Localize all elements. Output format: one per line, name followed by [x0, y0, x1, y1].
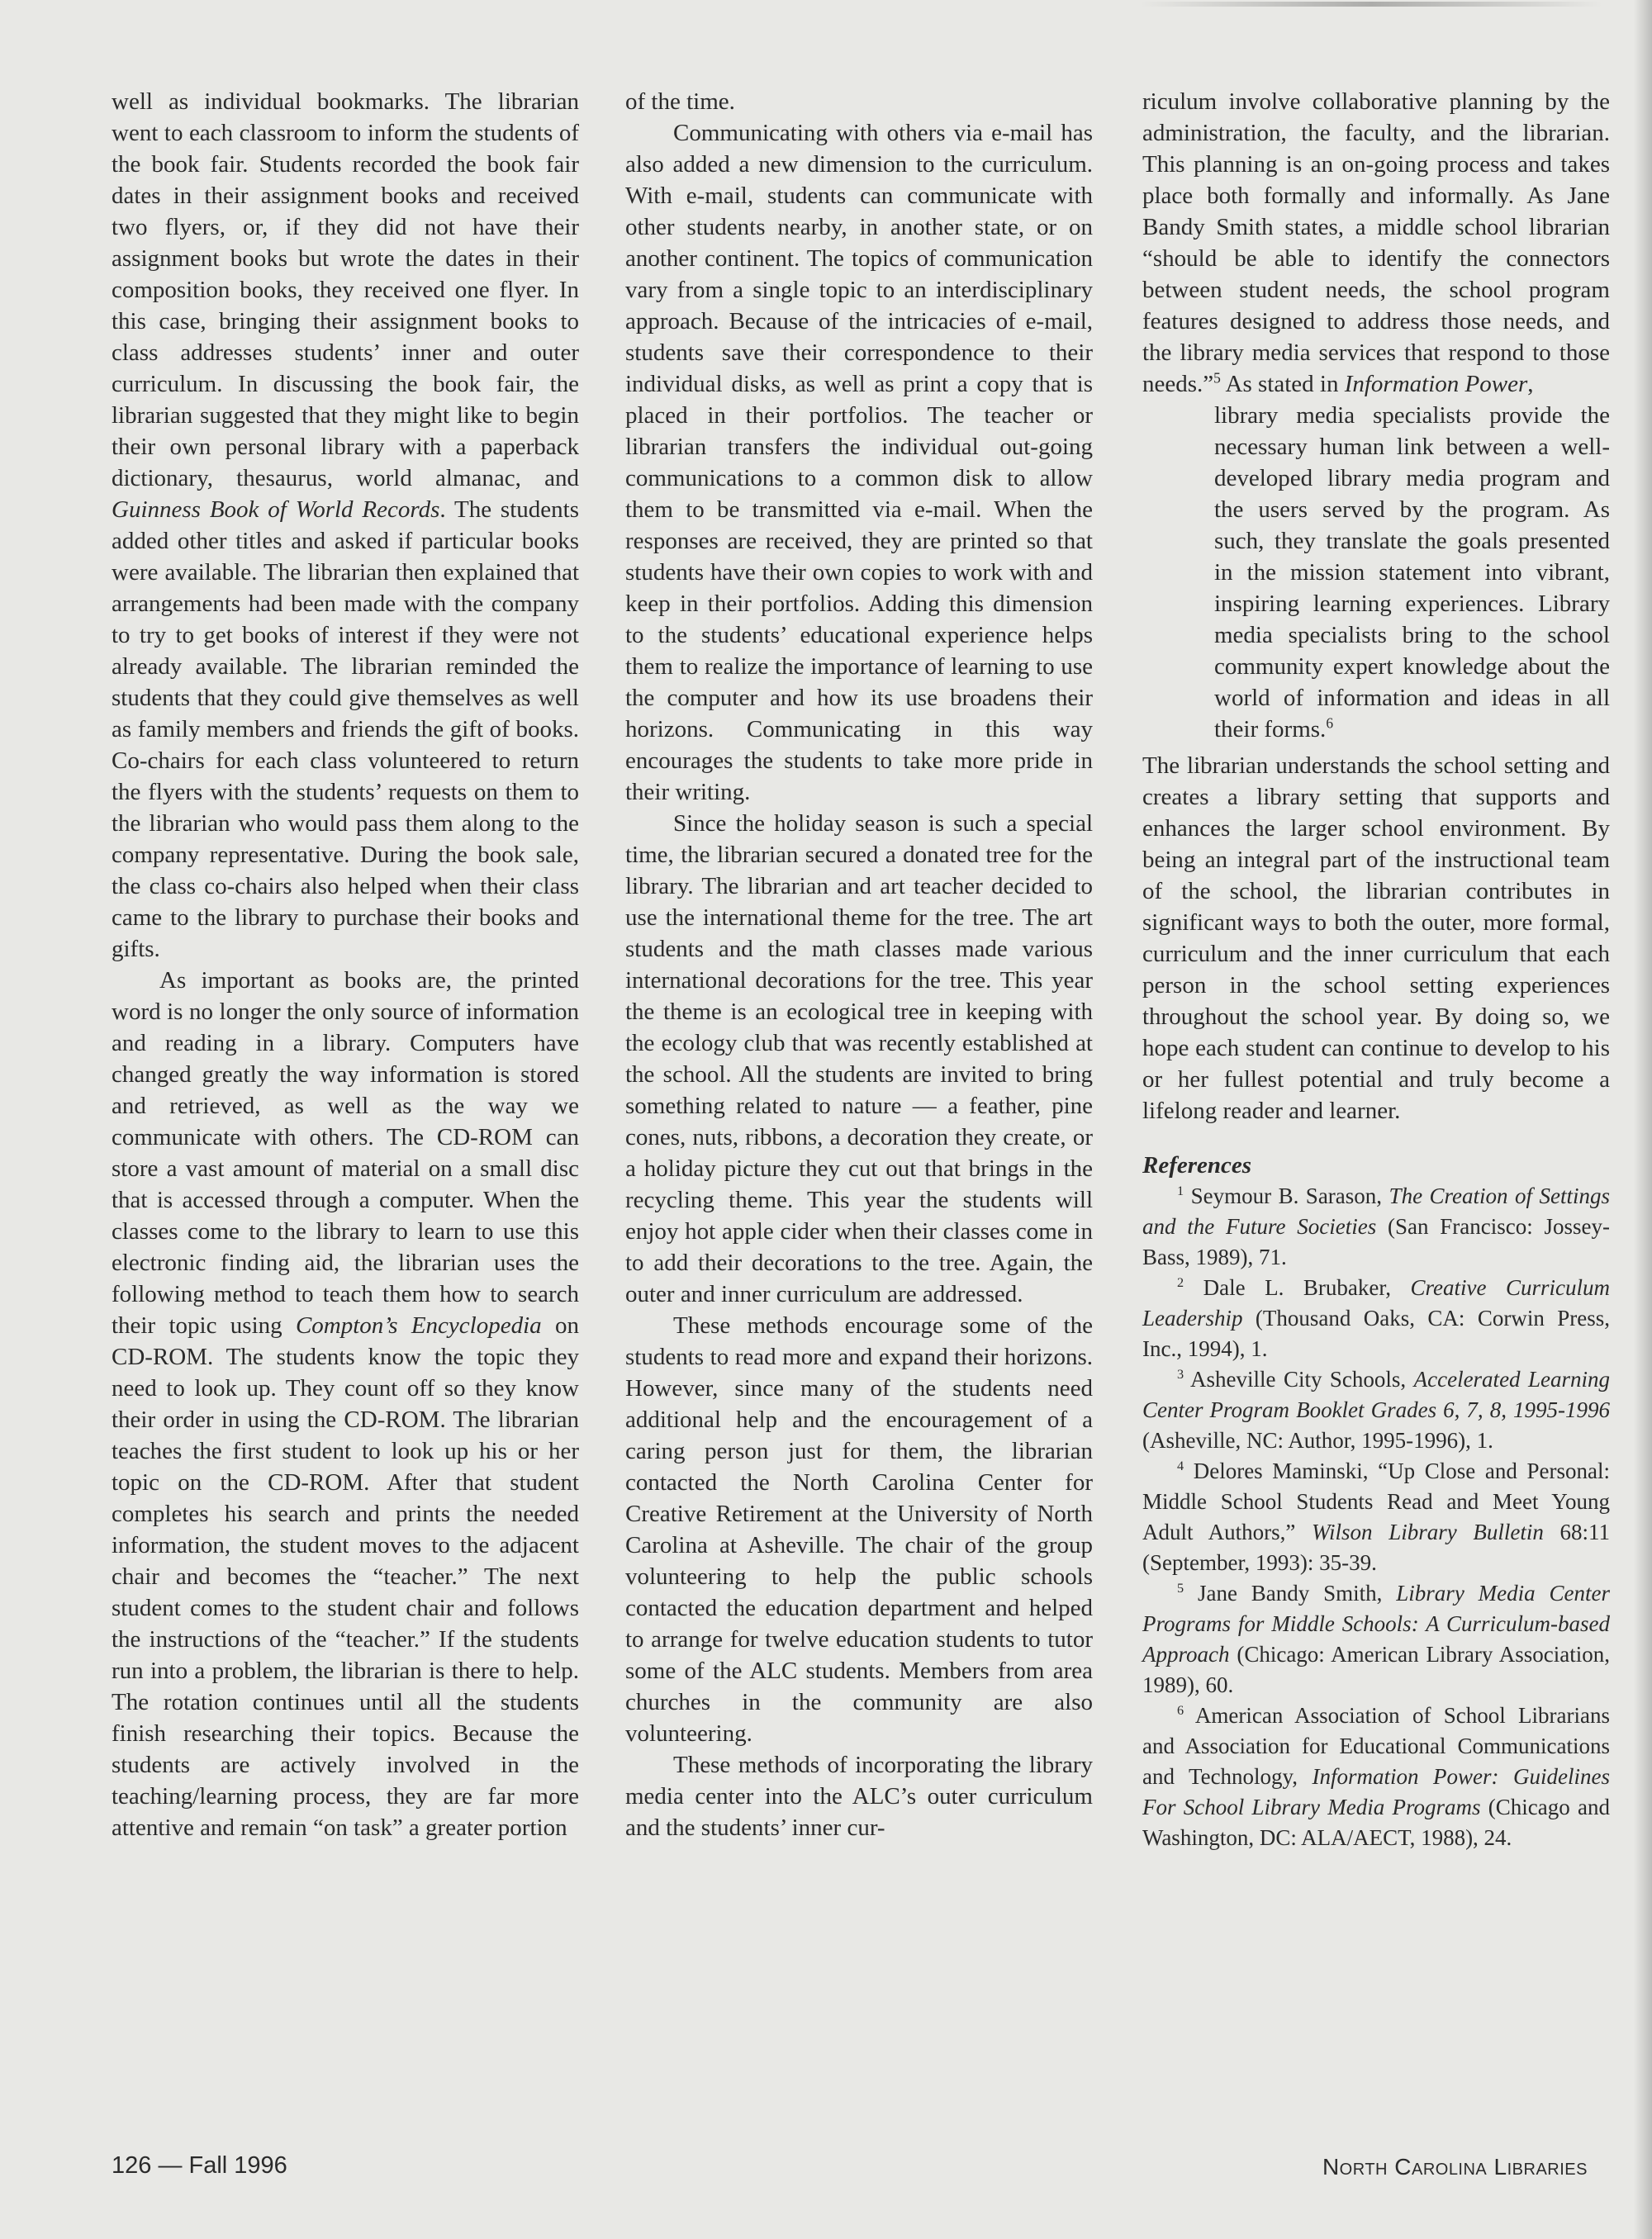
references-heading: References — [1142, 1152, 1252, 1179]
paragraph — [1142, 750, 1610, 1127]
publication-name: North Carolina Libraries — [1322, 2154, 1588, 2180]
italic-title: Guinness Book of World Records — [112, 496, 440, 523]
reference-item — [1142, 1364, 1610, 1456]
paragraph — [625, 1749, 1093, 1843]
paragraph — [625, 808, 1093, 1310]
italic-title: Information Power — [1344, 371, 1528, 397]
text-run: on CD-ROM. The students know the topic they need to look up. They count off so they know their order in using the CD-ROM. The librarian teaches the first student to look up his or her topic on the CD-ROM. After that student completes his search and prints the needed information, the student moves to the adjacent chair and becomes the “teacher.” The next student comes to the student chair and follows the instructions of the “teacher.” If the students run into a problem, the librarian is there to help. The rotation continues until all the students finish researching their topics. Because the students are actively involved in the teaching/learning process, they are far more attentive and remain “on task” a greater portion — [112, 1312, 579, 1841]
footnote-marker: 3 — [1177, 1367, 1184, 1382]
text-run: Seymour B. Sarason, — [1184, 1184, 1389, 1208]
article-column-1 — [112, 86, 579, 1843]
block-quote — [1214, 400, 1610, 745]
footnote-marker: 4 — [1177, 1459, 1184, 1473]
text-run: (Asheville, NC: Author, 1995-1996), 1. — [1142, 1428, 1493, 1453]
references-list — [1142, 1181, 1610, 1853]
paragraph — [625, 1310, 1093, 1749]
information-power-quote — [1214, 400, 1610, 745]
text-run: , — [1527, 371, 1534, 397]
italic-title: Information Power: Guidelines For School Library Media Programs — [1142, 1764, 1610, 1819]
reference-item — [1142, 1181, 1610, 1273]
text-run: (San Francisco: Jossey-Bass, 1989), 71. — [1142, 1214, 1610, 1269]
text-run: 68:11 (September, 1993): 35-39. — [1142, 1520, 1611, 1575]
italic-title: Compton’s Encyclopedia — [295, 1312, 542, 1339]
text-run: As stated in — [1220, 371, 1345, 397]
page-number-issue: 126 — Fall 1996 — [112, 2152, 287, 2179]
paragraph — [625, 86, 1093, 117]
text-run: well as individual bookmarks. The librarian went to each classroom to inform the students of the book fair. Students recorded the book fair dates in their assignment books and received two flyers, or, if they did not have their assignment books but wrote the dates in their composition books, they received one flyer. In this case, bringing their assignment books to class addresses students’ inner and outer curriculum. In discussing the book fair, the librarian suggested that they might like to begin their own personal library with a paperback dictionary, thesaurus, world almanac, and — [112, 88, 579, 491]
text-run: Jane Bandy Smith, — [1184, 1581, 1397, 1606]
footnote-marker: 2 — [1177, 1275, 1184, 1290]
italic-title: Library Media Center Programs for Middle Schools: A Curriculum-based Approach — [1142, 1581, 1610, 1667]
text-run: (Chicago and Washington, DC: ALA/AECT, 1988), 24. — [1142, 1795, 1610, 1850]
text-run: These methods encourage some of the students to read more and expand their horizons. However, since many of the students need additional help and the encouragement of a caring person just for them, the librarian contacted the North Carolina Center for Creative Retirement at the University of North Carolina at Asheville. The chair of the group volunteering to help the public schools contacted the education department and helped to arrange for twelve education students to tutor some of the ALC students. Members from area churches in the community are also volunteering. — [625, 1312, 1093, 1747]
italic-title: The Creation of Settings and the Future Societies — [1142, 1184, 1611, 1239]
footnote-marker: 6 — [1326, 714, 1334, 732]
reference-item — [1142, 1456, 1610, 1578]
article-column-3 — [1142, 86, 1610, 1853]
reference-item — [1142, 1701, 1610, 1853]
text-run: (Thousand Oaks, CA: Corwin Press, Inc., 1994), 1. — [1142, 1306, 1610, 1361]
paragraph — [625, 117, 1093, 808]
footnote-marker: 6 — [1177, 1703, 1184, 1718]
footnote-marker: 5 — [1213, 369, 1221, 387]
article-column-2 — [625, 86, 1093, 1843]
text-run: American Association of School Librarians and Association for Educational Communications and Technology, — [1142, 1703, 1610, 1789]
italic-title: Wilson Library Bulletin — [1312, 1520, 1544, 1544]
text-run: Communicating with others via e-mail has also added a new dimension to the curriculum. With e-mail, students can communicate with other students nearby, in another state, or on another continent. The topics of communication vary from a single topic to an interdisciplinary approach. Because of the intricacies of e-mail, students save their correspondence to their individual disks, as well as print a copy that is placed in their portfolios. The teacher or librarian transfers the individual out-going communications to a common disk to allow them to be transmitted via e-mail. When the responses are received, they are printed so that students have their own copies to work with and keep in their portfolios. Adding this dimension to the students’ educational experience helps them to realize the importance of learning to use the computer and how its use broadens their horizons. Communicating in this way encourages the students to take more pride in their writing. — [625, 120, 1093, 805]
reference-item — [1142, 1273, 1610, 1364]
text-run: library media specialists provide the necessary human link between a well-developed library media program and the users served by the program. As such, they translate the goals presented in the mission statement into vibrant, inspiring learning experiences. Library media specialists bring to the school community expert knowledge about the world of information and ideas in all their forms. — [1214, 402, 1610, 742]
column-3-body — [1142, 86, 1610, 1127]
text-run: These methods of incorporating the library media center into the ALC’s outer curriculum and the students’ inner cur- — [625, 1752, 1093, 1841]
footnote-marker: 5 — [1177, 1581, 1184, 1596]
text-run: (Chicago: American Library Association, 1989), 60. — [1142, 1642, 1610, 1697]
text-run: riculum involve collaborative planning by the administration, the faculty, and the librarian. This planning is an on-going process and takes place both formally and informally. As Jane Bandy Smith states, a middle school librarian “should be able to identify the connectors between student needs, the school program features designed to address those needs, and the library media services that respond to those needs.” — [1142, 88, 1610, 397]
scan-page-edge — [1634, 0, 1652, 2239]
text-run: Asheville City Schools, — [1184, 1367, 1414, 1392]
text-run: The librarian understands the school setting and creates a library setting that supports and enhances the larger school environment. By being an integral part of the instructional team of the school, the librarian contributes in significant ways to both the outer, more formal, curriculum and the inner curriculum that each person in the school setting experiences throughout the school year. By doing so, we hope each student can continue to develop to his or her fullest potential and truly become a lifelong reader and learner. — [1142, 752, 1610, 1124]
italic-title: Accelerated Learning Center Program Booklet Grades 6, 7, 8, 1995-1996 — [1142, 1367, 1610, 1422]
text-run: of the time. — [625, 88, 735, 115]
text-run: Since the holiday season is such a special time, the librarian secured a donated tree for the library. The librarian and art teacher decided to use the international theme for the tree. The art students and the math classes made various international decorations for the tree. This year the theme is an ecological tree in keeping with the ecology club that was recently established at the school. All the students are invited to bring something related to nature — a feather, pine cones, nuts, ribbons, a decoration they create, or a holiday picture they cut out that brings in the recycling theme. This year the students will enjoy hot apple cider when their classes come in to add their decorations to the tree. Again, the outer and inner curriculum are addressed. — [625, 810, 1093, 1307]
paragraph — [112, 965, 579, 1843]
footnote-marker: 1 — [1177, 1184, 1184, 1198]
text-run: . The students added other titles and asked if particular books were available. The librarian then explained that arrangements had been made with the company to try to get books of interest if they were not already available. The librarian reminded the students that they could give themselves as well as family members and friends the gift of books. Co-chairs for each class volunteered to return the flyers with the students’ requests on them to the librarian who would pass them along to the company representative. During the book sale, the class co-chairs also helped when their class came to the library to purchase their books and gifts. — [112, 496, 579, 962]
scan-smudge — [1140, 2, 1602, 7]
text-run: Dale L. Brubaker, — [1184, 1275, 1411, 1300]
text-run: As important as books are, the printed word is no longer the only source of information and reading in a library. Computers have changed greatly the way information is stored and retrieved, as well as the way we communicate with others. The CD-ROM can store a vast amount of material on a small disc that is accessed through a computer. When the classes come to the library to learn to use this electronic finding aid, the librarian uses the following method to teach them how to search their topic using — [112, 967, 579, 1339]
text-run: Delores Maminski, “Up Close and Personal: Middle School Students Read and Meet Young Adult Authors,” — [1142, 1459, 1610, 1544]
paragraph — [1142, 86, 1610, 400]
italic-title: Creative Curriculum Leadership — [1142, 1275, 1610, 1331]
reference-item — [1142, 1578, 1610, 1701]
paragraph — [112, 86, 579, 965]
